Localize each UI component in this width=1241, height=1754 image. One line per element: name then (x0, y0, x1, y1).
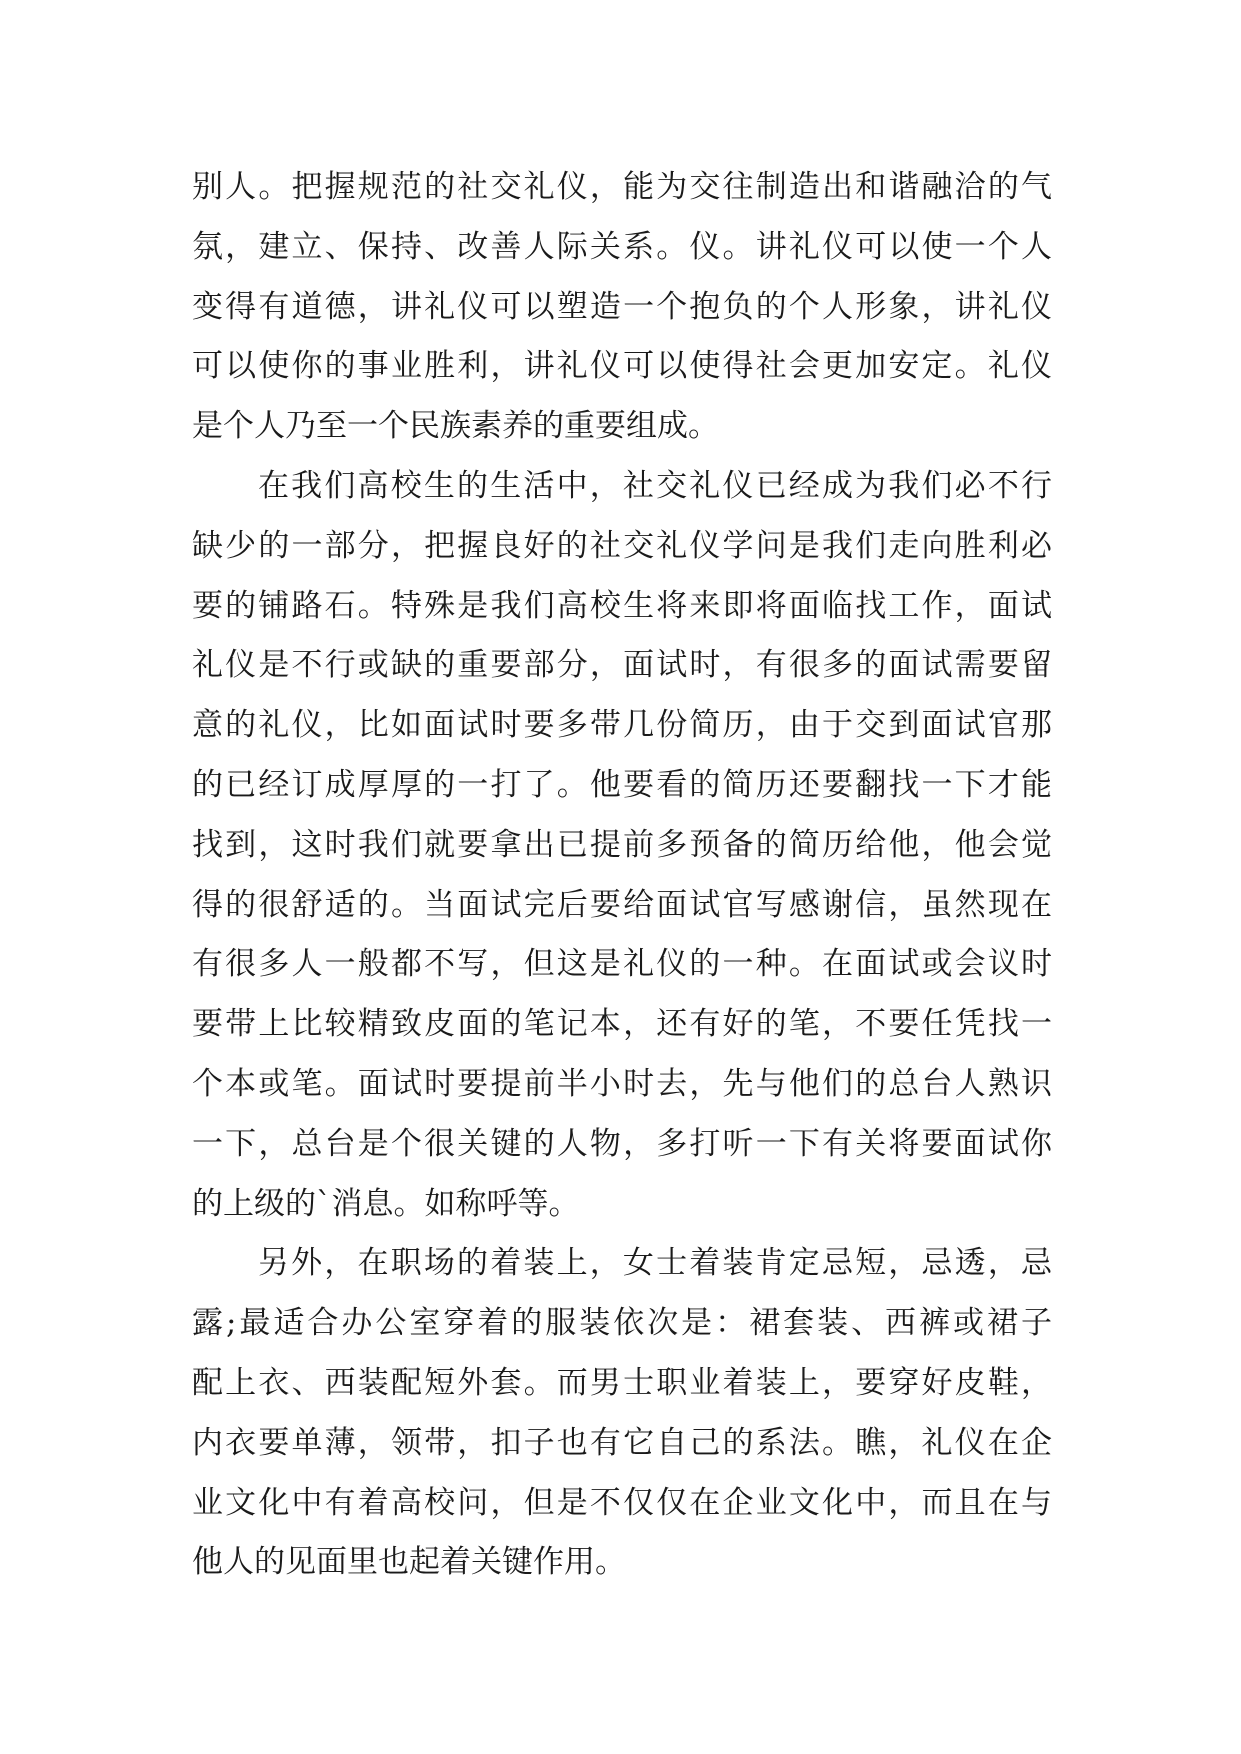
paragraph-2-line-13: 的上级的`消息。如称呼等。 (192, 1185, 580, 1222)
document-body (192, 158, 1052, 1593)
paragraph-2-line-9: 有很多人一般都不写，但这是礼仪的一种。在面试或会议时 (192, 946, 1052, 983)
paragraph-3-line-6: 他人的见面里也起着关键作用。 (192, 1544, 626, 1581)
paragraph-2-line-5: 意的礼仪，比如面试时要多带几份简历，由于交到面试官那 (192, 707, 1052, 744)
paragraph-1-line-2: 氛，建立、保持、改善人际关系。仪。讲礼仪可以使一个人 (192, 228, 1052, 265)
paragraph-2-line-11: 个本或笔。面试时要提前半小时去，先与他们的总台人熟识 (192, 1065, 1052, 1102)
paragraph-2-line-7: 找到，这时我们就要拿出已提前多预备的简历给他，他会觉 (192, 826, 1052, 863)
paragraph-1-line-3: 变得有道德，讲礼仪可以塑造一个抱负的个人形象，讲礼仪 (192, 288, 1052, 325)
paragraph-2-line-2: 缺少的一部分，把握良好的社交礼仪学问是我们走向胜利必 (192, 527, 1052, 564)
paragraph-3-line-5: 业文化中有着高校问，但是不仅仅在企业文化中，而且在与 (192, 1484, 1052, 1521)
paragraph-2-line-8: 得的很舒适的。当面试完后要给面试官写感谢信，虽然现在 (192, 886, 1052, 923)
paragraph-3-line-2: 露;最适合办公室穿着的服装依次是：裙套装、西裤或裙子 (192, 1305, 1052, 1342)
paragraph-3-line-3: 配上衣、西装配短外套。而男士职业着装上，要穿好皮鞋， (192, 1364, 1052, 1401)
paragraph-1-line-4: 可以使你的事业胜利，讲礼仪可以使得社会更加安定。礼仪 (192, 348, 1052, 385)
paragraph-2-line-3: 要的铺路石。特殊是我们高校生将来即将面临找工作，面试 (192, 587, 1052, 624)
paragraph-1-line-5: 是个人乃至一个民族素养的重要组成。 (192, 408, 719, 445)
paragraph-2-line-4: 礼仪是不行或缺的重要部分，面试时，有很多的面试需要留 (192, 647, 1052, 684)
paragraph-2-line-1: 在我们高校生的生活中，社交礼仪已经成为我们必不行 (258, 467, 1052, 504)
paragraph-2-line-10: 要带上比较精致皮面的笔记本，还有好的笔，不要任凭找一 (192, 1006, 1052, 1043)
paragraph-2-line-6: 的已经订成厚厚的一打了。他要看的简历还要翻找一下才能 (192, 766, 1052, 803)
paragraph-2-line-12: 一下，总台是个很关键的人物，多打听一下有关将要面试你 (192, 1125, 1052, 1162)
paragraph-1-line-1: 别人。把握规范的社交礼仪，能为交往制造出和谐融洽的气 (192, 169, 1052, 205)
paragraph-3-line-1: 另外，在职场的着装上，女士着装肯定忌短，忌透，忌 (258, 1245, 1052, 1282)
paragraph-3-line-4: 内衣要单薄，领带，扣子也有它自己的系法。瞧，礼仪在企 (192, 1424, 1052, 1461)
